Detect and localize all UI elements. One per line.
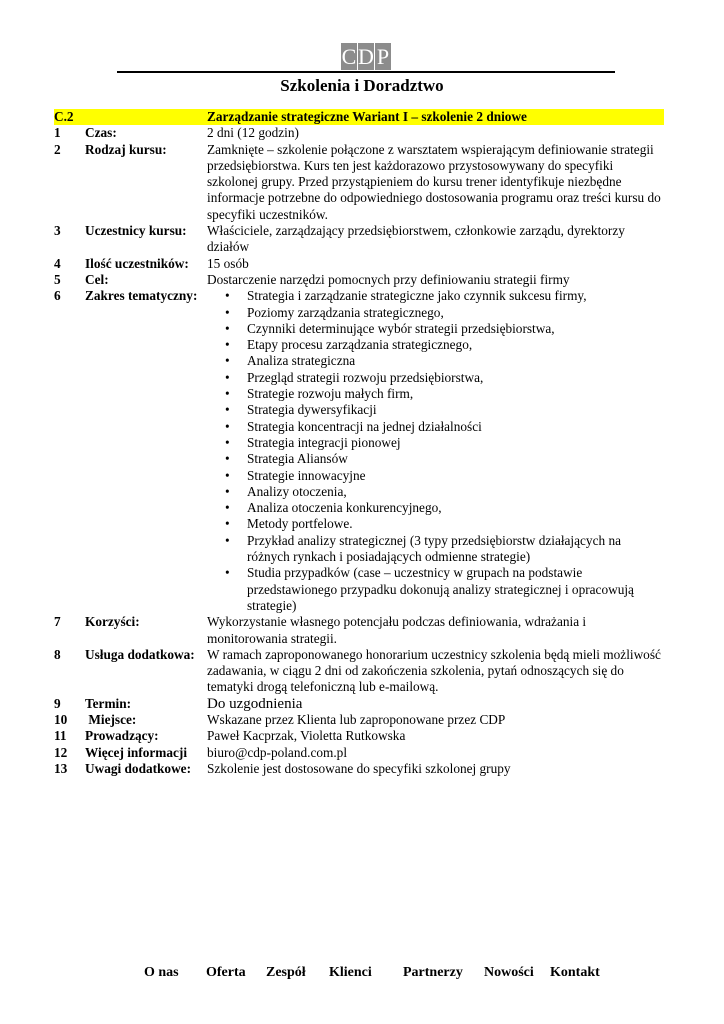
topic-item: • Strategia dywersyfikacji [207, 402, 664, 418]
row-number: 3 [54, 223, 61, 239]
row-label: Usługa dodatkowa: [85, 646, 195, 662]
row-number: 4 [54, 255, 61, 271]
row-number: 11 [54, 728, 67, 744]
info-row-notes [54, 761, 664, 777]
nav-link-contact[interactable]: Kontakt [550, 965, 600, 980]
row-number: 5 [54, 271, 61, 287]
row-label: Zakres tematyczny: [85, 288, 198, 304]
row-number: 8 [54, 646, 61, 662]
row-label: Czas: [85, 125, 117, 141]
info-row-scope [54, 288, 664, 614]
row-value: W ramach zaproponowanego honorarium uczestnicy szkolenia będą mieli możliwość zadawania, w ciągu 2 dni od zakończenia szkolenia, pytań odnoszących się do tematyki drogą telefoniczną lub e-mailową. [207, 646, 661, 695]
topic-item: • Etapy procesu zarządzania strategicznego, [207, 337, 664, 353]
row-label: Cel: [85, 271, 109, 287]
contact-email[interactable]: biuro@cdp-poland.com.pl [207, 744, 348, 760]
row-value: 2 dni (12 godzin) [207, 125, 299, 141]
nav-link-offer[interactable]: Oferta [206, 965, 246, 980]
course-title-row [54, 109, 664, 125]
nav-link-news[interactable]: Nowości [484, 965, 534, 980]
nav-link-partners[interactable]: Partnerzy [403, 965, 463, 980]
logo-letter: C [341, 44, 357, 69]
info-row-participants [54, 223, 664, 256]
row-number: 10 [54, 711, 68, 727]
row-number: 12 [54, 744, 68, 760]
row-value: Dostarczenie narzędzi pomocnych przy definiowaniu strategii firmy [207, 271, 570, 287]
course-code: C.2 [54, 109, 74, 124]
topic-item: • Analiza otoczenia konkurencyjnego, [207, 500, 664, 516]
logo-letter: P [376, 44, 390, 69]
row-number: 13 [54, 760, 68, 776]
course-table [54, 109, 664, 777]
info-row-more-info [54, 745, 664, 761]
row-label: Rodzaj kursu: [85, 141, 167, 157]
topic-item: • Analiza strategiczna [207, 353, 664, 369]
nav-link-about[interactable]: O nas [144, 965, 179, 980]
nav-link-team[interactable]: Zespół [266, 965, 306, 980]
row-value [207, 288, 664, 614]
info-row-benefits [54, 614, 664, 647]
row-value: Szkolenie jest dostosowane do specyfiki szkolonej grupy [207, 760, 511, 776]
info-row-course-type [54, 142, 664, 223]
topic-item: • Analizy otoczenia, [207, 484, 664, 500]
info-row-trainers [54, 728, 664, 744]
row-number: 2 [54, 141, 61, 157]
row-value: Zamknięte – szkolenie połączone z warsztatem wspierającym definiowanie strategii przedsiębiorstwa. Kurs ten jest każdorazowo przystosowywany do specyfiki szkolonej grupy. Przed przystąpieniem do kursu trener identyfikuje niezbędne informacje potrzebne do odpowiedniego dostosowania programu oraz treści kursu do specyfiki uczestników. [207, 141, 661, 222]
topic-item: • Strategia i zarządzanie strategiczne jako czynnik sukcesu firmy, [207, 288, 664, 304]
topic-item: • Strategia Aliansów [207, 451, 664, 467]
page-title: Szkolenia i Doradztwo [280, 76, 444, 95]
topic-list [207, 288, 664, 614]
topic-item: • Strategie rozwoju małych firm, [207, 386, 664, 402]
logo-letter: D [358, 44, 374, 69]
header-divider [117, 71, 615, 73]
row-value: Wskazane przez Klienta lub zaproponowane przez CDP [207, 711, 506, 727]
row-value: Do uzgodnienia [207, 695, 303, 712]
row-value: Właściciele, zarządzający przedsiębiorstwem, członkowie zarządu, dyrektorzy działów [207, 223, 625, 255]
topic-item: • Przegląd strategii rozwoju przedsiębiorstwa, [207, 370, 664, 386]
row-label: Więcej informacji [85, 744, 188, 760]
row-label: Korzyści: [85, 614, 140, 630]
row-label: Prowadzący: [85, 728, 159, 744]
info-row-date [54, 696, 664, 712]
info-row-extra-service [54, 647, 664, 696]
row-number: 6 [54, 288, 61, 304]
topic-item: • Przykład analizy strategicznej (3 typy przedsiębiorstw działających na różnych rynkach i posiadających odmienne strategie) [207, 533, 664, 566]
row-label: Miejsce: [85, 711, 137, 727]
info-row-participant-count [54, 256, 664, 272]
topic-item: • Strategia koncentracji na jednej działalności [207, 419, 664, 435]
row-value: Paweł Kacprzak, Violetta Rutkowska [207, 728, 406, 744]
nav-link-clients[interactable]: Klienci [329, 965, 372, 980]
row-number: 7 [54, 614, 61, 630]
topic-item: • Metody portfelowe. [207, 516, 664, 532]
course-name: Zarządzanie strategiczne Wariant I – szkolenie 2 dniowe [207, 109, 527, 124]
topic-item: • Strategia integracji pionowej [207, 435, 664, 451]
row-label: Ilość uczestników: [85, 255, 189, 271]
row-value: 15 osób [207, 255, 249, 271]
topic-item: • Czynniki determinujące wybór strategii przedsiębiorstwa, [207, 321, 664, 337]
info-row-time [54, 125, 664, 141]
cdp-logo [341, 43, 391, 70]
footer-nav [0, 963, 724, 983]
topic-item: • Studia przypadków (case – uczestnicy w grupach na podstawie przedstawionego przypadku dokonują analizy strategicznej i opracowują strategie) [207, 565, 664, 614]
topic-item: • Strategie innowacyjne [207, 468, 664, 484]
row-value: Wykorzystanie własnego potencjału podczas definiowania, wdrażania i monitorowania strategii. [207, 614, 587, 646]
info-row-place [54, 712, 664, 728]
row-number: 1 [54, 125, 61, 141]
info-row-goal [54, 272, 664, 288]
row-label: Uczestnicy kursu: [85, 223, 187, 239]
topic-item: • Poziomy zarządzania strategicznego, [207, 305, 664, 321]
row-number: 9 [54, 695, 61, 711]
row-label: Termin: [85, 695, 132, 711]
row-label: Uwagi dodatkowe: [85, 760, 192, 776]
